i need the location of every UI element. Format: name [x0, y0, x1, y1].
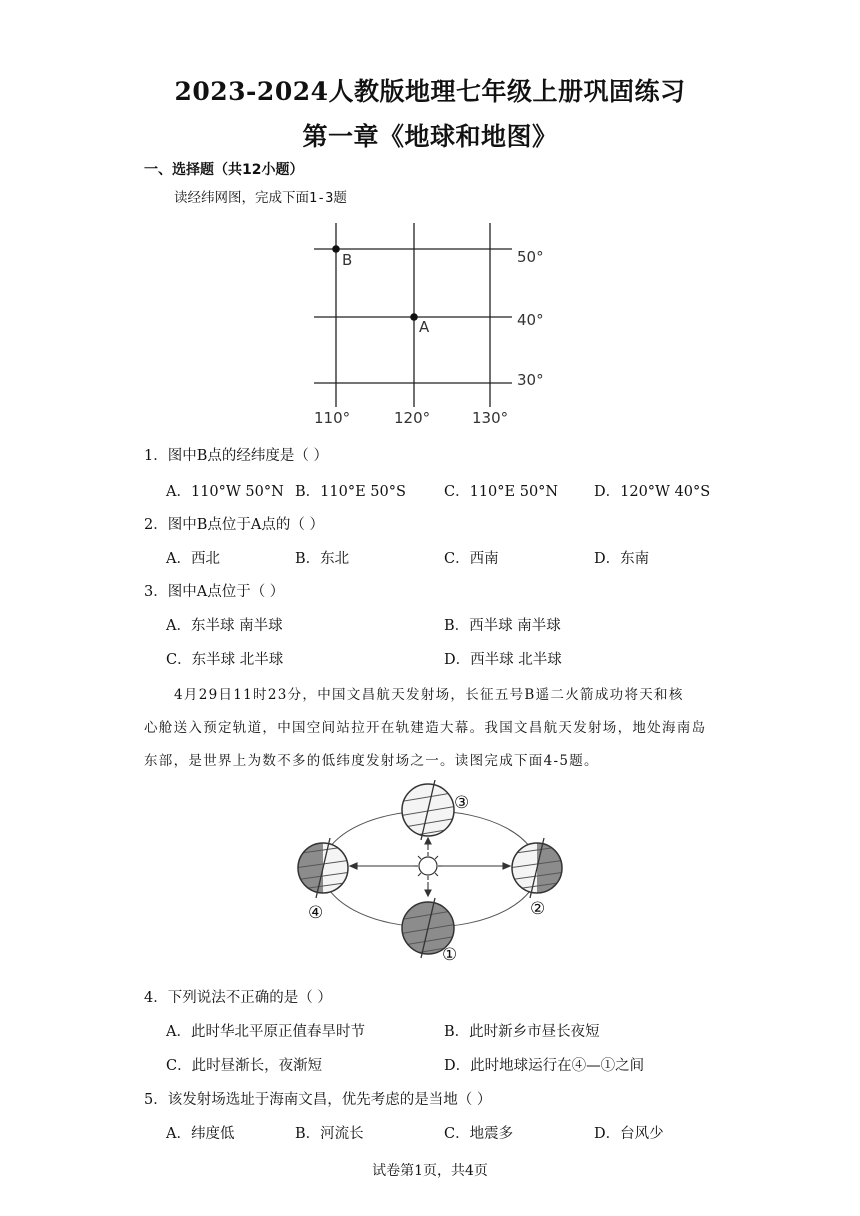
- page-subtitle: 第一章《地球和地图》: [302, 122, 558, 151]
- question-5-stem: 5．该发射场选址于海南文昌，优先考虑的是当地（ ）: [144, 1092, 492, 1108]
- lat-label-50: 50°: [517, 248, 544, 266]
- question-2-stem: 2．图中B点位于A点的（ ）: [144, 517, 324, 533]
- section-heading: 一、选择题（共12小题）: [144, 162, 304, 178]
- q2-option-d: D．东南: [594, 551, 650, 567]
- q3-option-d: D．西半球 北半球: [444, 652, 562, 668]
- page-footer: 试卷第1页，共4页: [372, 1163, 488, 1179]
- q2-option-b: B．东北: [295, 551, 350, 567]
- earth-position-4: [293, 838, 352, 900]
- passage-line-3: 东部，是世界上为数不多的低纬度发射场之一。读图完成下面4-5题。: [144, 753, 599, 769]
- q4-option-d: D．此时地球运行在④—①之间: [444, 1058, 645, 1074]
- page-title: 2023-2024人教版地理七年级上册巩固练习: [174, 77, 686, 106]
- point-a-marker: [410, 313, 418, 321]
- point-b-label: B: [342, 251, 353, 269]
- q4-option-a: A．此时华北平原正值春旱时节: [166, 1024, 365, 1040]
- passage-line-1: 4月29日11时23分，中国文昌航天发射场，长征五号B遥二火箭成功将天和核: [174, 687, 684, 703]
- label-position-3: ③: [454, 793, 470, 813]
- q1-option-a: A．110°W 50°N: [166, 484, 284, 500]
- q4-option-c: C．此时昼渐长，夜渐短: [166, 1058, 323, 1074]
- question-4-stem: 4．下列说法不正确的是（ ）: [144, 990, 332, 1006]
- q2-option-a: A．西北: [166, 551, 220, 567]
- label-position-2: ②: [530, 899, 546, 919]
- q3-option-b: B．西半球 南半球: [444, 618, 561, 634]
- q4-option-b: B．此时新乡市昼长夜短: [444, 1024, 600, 1040]
- q1-option-b: B．110°E 50°S: [295, 484, 406, 500]
- passage-line-2: 心舱送入预定轨道，中国空间站拉开在轨建造大幕。我国文昌航天发射场，地处海南岛: [144, 720, 707, 736]
- q5-option-d: D．台风少: [594, 1126, 664, 1142]
- lat-lon-grid-figure: [300, 215, 560, 430]
- lon-label-130: 130°: [472, 409, 509, 427]
- label-position-4: ④: [308, 903, 324, 923]
- q1-option-c: C．110°E 50°N: [444, 484, 559, 500]
- q2-option-c: C．西南: [444, 551, 499, 567]
- sun-icon: [414, 852, 442, 880]
- q3-option-c: C．东半球 北半球: [166, 652, 284, 668]
- earth-position-2: [508, 838, 567, 900]
- question-3-stem: 3．图中A点位于（ ）: [144, 584, 285, 600]
- intro-text: 读经纬网图，完成下面1-3题: [174, 190, 347, 206]
- q5-option-b: B．河流长: [295, 1126, 364, 1142]
- earth-position-3: [398, 780, 458, 840]
- lat-label-30: 30°: [517, 371, 544, 389]
- lon-label-110: 110°: [314, 409, 351, 427]
- point-b-marker: [332, 245, 340, 253]
- q3-option-a: A．东半球 南半球: [166, 618, 283, 634]
- label-position-1: ①: [442, 945, 458, 965]
- q5-option-a: A．纬度低: [166, 1126, 235, 1142]
- q1-option-d: D．120°W 40°S: [594, 484, 711, 500]
- earth-orbit-figure: [290, 780, 580, 970]
- q5-option-c: C．地震多: [444, 1126, 514, 1142]
- lat-label-40: 40°: [517, 311, 544, 329]
- question-1-stem: 1．图中B点的经纬度是（ ）: [144, 448, 328, 464]
- point-a-label: A: [419, 318, 430, 336]
- lon-label-120: 120°: [394, 409, 431, 427]
